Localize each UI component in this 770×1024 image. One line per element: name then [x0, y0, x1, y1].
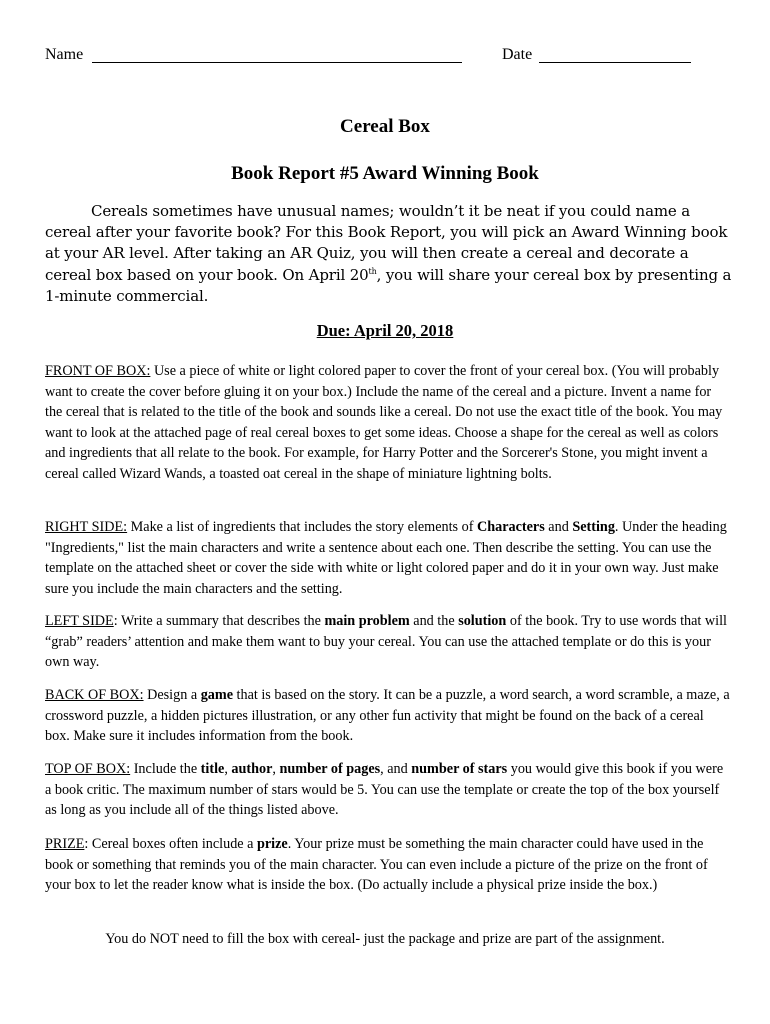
- header-fields: [45, 46, 705, 70]
- left-side-text: and the: [409, 613, 459, 629]
- author-emphasis: author: [231, 761, 273, 777]
- front-of-box-section: [45, 361, 730, 485]
- right-side-text: and: [544, 519, 573, 535]
- top-of-box-text: you would give this book if you were a book critic. The maximum number of stars would be 5. You can use the template or create the top of the box yourself as long as you include all of the things listed above.: [45, 761, 724, 819]
- closing-note: You do NOT need to fill the box with cereal- just the package and prize are part of the assignment.: [105, 931, 665, 947]
- setting-emphasis: Setting: [572, 519, 615, 535]
- top-of-box-label: TOP OF BOX:: [45, 761, 131, 777]
- number-of-pages-emphasis: number of pages: [279, 761, 381, 777]
- left-side-section: [45, 611, 730, 673]
- top-of-box-section: [45, 759, 730, 821]
- right-side-text: Make a list of ingredients that includes the story elements of: [127, 519, 477, 535]
- title-emphasis: title: [200, 761, 225, 777]
- number-of-stars-emphasis: number of stars: [411, 761, 508, 777]
- right-side-label: RIGHT SIDE:: [45, 519, 128, 535]
- intro-text-end: , you will share your cereal box by presenting a 1-minute commercial.: [45, 265, 732, 305]
- name-label: Name: [45, 46, 84, 63]
- top-of-box-text: ,: [224, 761, 232, 777]
- left-side-text: : Write a summary that describes the: [113, 613, 325, 629]
- left-side-text: of the book. Try to use words that will “grab” readers’ attention and make them want to buy your cereal. You can use the attached template or do this is your own way.: [45, 613, 727, 671]
- back-of-box-text: Design a: [143, 687, 201, 703]
- left-side-label: LEFT SIDE: [45, 613, 114, 629]
- front-of-box-text: Use a piece of white or light colored paper to cover the front of your cereal box. (You will probably want to create the cover before gluing it on your box.) Include the name of the cereal and a picture. Invent a name for the cereal that is related to the title of the book and sounds like a cereal. Do not use the exact title of the book. You may want to look at the attached page of real cereal boxes to get some ideas. Choose a shape for the cereal as well as colors and ingredients that all relate to the book. For example, for Harry Potter and the Sorcerer's Stone, you might invent a cereal called Wizard Wands, a toasted oat cereal in the shape of miniature lightning bolts.: [45, 363, 723, 482]
- right-side-text: . Under the heading "Ingredients," list the main characters and write a sentence about each one. Then describe the setting. You can use the template on the attached sheet or cover the side with white or light colored paper and do it in your own way. Just make sure you include the main characters and the setting.: [45, 519, 727, 597]
- name-blank-line: [92, 62, 462, 63]
- date-blank-line: [539, 62, 691, 63]
- page-title: Cereal Box: [340, 116, 430, 137]
- game-emphasis: game: [200, 687, 233, 703]
- intro-text: Cereals sometimes have unusual names; wouldn’t it be neat if you could name a cereal after your favorite book? For this Book Report, you will pick an Award Winning book at your AR level. After taking an AR Quiz, you will then create a cereal and decorate a cereal box based on your book. On April 20: [45, 202, 728, 284]
- page-subtitle: Book Report #5 Award Winning Book: [231, 163, 539, 184]
- back-of-box-section: [45, 685, 730, 747]
- right-side-section: [45, 517, 730, 599]
- prize-label: PRIZE: [45, 836, 85, 852]
- top-of-box-text: , and: [380, 761, 412, 777]
- front-of-box-label: FRONT OF BOX:: [45, 363, 151, 379]
- intro-paragraph: [45, 201, 735, 307]
- characters-emphasis: Characters: [476, 519, 545, 535]
- solution-emphasis: solution: [458, 613, 507, 629]
- date-label: Date: [502, 46, 533, 63]
- due-date: Due: April 20, 2018: [316, 321, 454, 340]
- prize-emphasis: prize: [256, 836, 288, 852]
- back-of-box-label: BACK OF BOX:: [45, 687, 144, 703]
- main-problem-emphasis: main problem: [324, 613, 410, 629]
- prize-text: : Cereal boxes often include a: [84, 836, 257, 852]
- back-of-box-text: that is based on the story. It can be a puzzle, a word search, a word scramble, a maze, a crossword puzzle, a hidden pictures illustration, or any other fun activity that might be found on the back of a cereal box. Make sure it includes information from the book.: [45, 687, 730, 745]
- top-of-box-text: ,: [272, 761, 280, 777]
- prize-text: . Your prize must be something the main character could have used in the book or something that reminds you of the main character. You can even include a picture of the prize on the front of your box to let the reader know what is inside the box. (Do actually include a physical prize inside the box.): [45, 836, 708, 894]
- intro-superscript: th: [368, 266, 377, 276]
- prize-section: [45, 834, 730, 896]
- top-of-box-text: Include the: [130, 761, 201, 777]
